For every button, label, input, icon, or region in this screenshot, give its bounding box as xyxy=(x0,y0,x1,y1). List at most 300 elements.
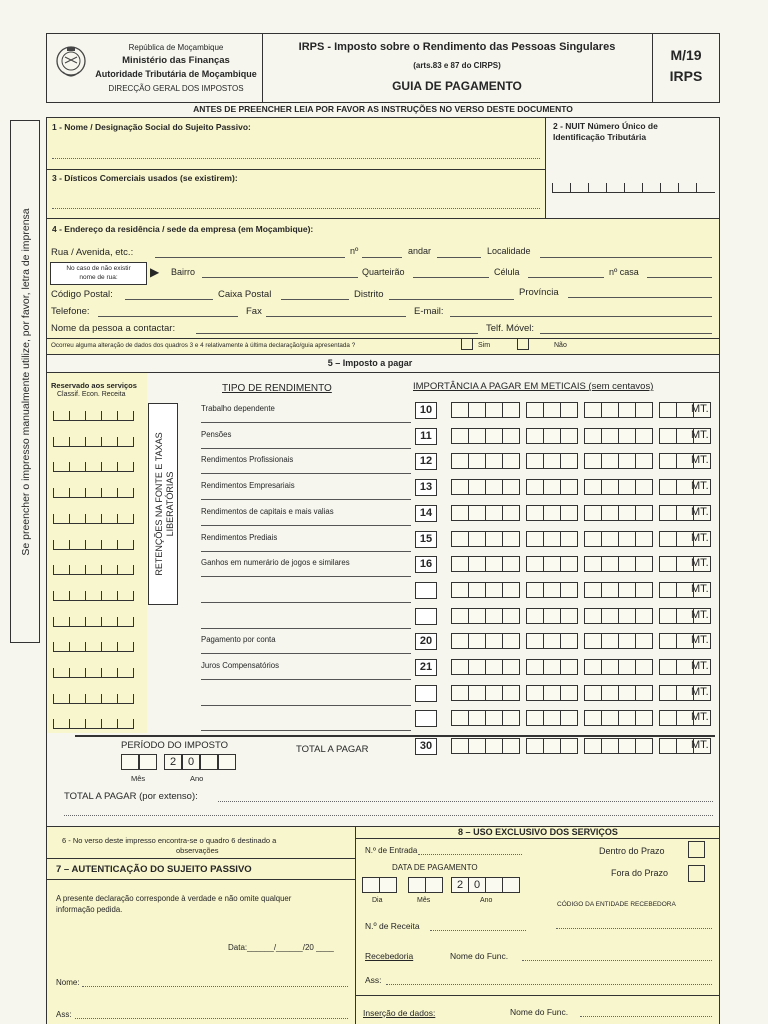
amount-digit-cell[interactable] xyxy=(560,428,578,444)
total-digit-cell[interactable] xyxy=(502,738,520,754)
nuit-digit-cell[interactable] xyxy=(552,183,571,193)
amount-digit-cell[interactable] xyxy=(526,479,544,495)
amount-digit-cell[interactable] xyxy=(526,531,544,547)
amount-digit-cell[interactable] xyxy=(560,402,578,418)
amount-digit-cell[interactable] xyxy=(451,633,469,649)
amount-digit-cell[interactable] xyxy=(659,531,677,547)
amount-digit-cell[interactable] xyxy=(618,479,636,495)
celula-input[interactable] xyxy=(528,277,604,278)
amount-digit-cell[interactable] xyxy=(584,479,602,495)
amount-digit-cell[interactable] xyxy=(451,710,469,726)
classif-cell[interactable] xyxy=(101,437,118,447)
amount-digit-cell[interactable] xyxy=(451,608,469,624)
total-digit-cell[interactable] xyxy=(618,738,636,754)
classif-cell[interactable] xyxy=(53,694,70,704)
classif-cell[interactable] xyxy=(69,488,86,498)
amount-digit-cell[interactable] xyxy=(502,710,520,726)
amount-digit-cell[interactable] xyxy=(635,633,653,649)
amount-digit-cell[interactable] xyxy=(635,479,653,495)
classif-cell[interactable] xyxy=(69,642,86,652)
amount-digit-cell[interactable] xyxy=(584,556,602,572)
pay-date-cell[interactable] xyxy=(502,877,520,893)
amount-digit-cell[interactable] xyxy=(526,608,544,624)
amount-digit-cell[interactable] xyxy=(526,710,544,726)
classif-cell[interactable] xyxy=(101,540,118,550)
classif-cell[interactable] xyxy=(85,668,102,678)
amount-digit-cell[interactable] xyxy=(659,659,677,675)
total-digit-cell[interactable] xyxy=(451,738,469,754)
classif-cell[interactable] xyxy=(69,565,86,575)
amount-digit-cell[interactable] xyxy=(468,633,486,649)
amount-digit-cell[interactable] xyxy=(618,659,636,675)
telefone-label: Telefone: xyxy=(51,306,90,317)
periodo-mes-cell[interactable] xyxy=(139,754,157,770)
amount-digit-cell[interactable] xyxy=(526,402,544,418)
amount-digit-cell[interactable] xyxy=(635,505,653,521)
amount-digit-cell[interactable] xyxy=(584,453,602,469)
income-code-box: 15 xyxy=(415,531,437,548)
amount-digit-cell[interactable] xyxy=(526,428,544,444)
amount-digit-cell[interactable] xyxy=(485,582,503,598)
amount-digit-cell[interactable] xyxy=(618,531,636,547)
classif-cell[interactable] xyxy=(85,642,102,652)
amount-digit-cell[interactable] xyxy=(584,428,602,444)
sim-checkbox[interactable] xyxy=(461,338,473,350)
amount-digit-cell[interactable] xyxy=(543,402,561,418)
amount-digit-cell[interactable] xyxy=(502,608,520,624)
amount-digit-cell[interactable] xyxy=(502,531,520,547)
amount-digit-cell[interactable] xyxy=(601,428,619,444)
amount-digit-cell[interactable] xyxy=(635,402,653,418)
pay-date-cell[interactable] xyxy=(362,877,380,893)
provincia-input[interactable] xyxy=(568,297,712,298)
amount-digit-cell[interactable] xyxy=(485,402,503,418)
amount-digit-cell[interactable] xyxy=(451,531,469,547)
classif-cell[interactable] xyxy=(85,462,102,472)
amount-digit-cell[interactable] xyxy=(618,608,636,624)
andar-input[interactable] xyxy=(437,257,481,258)
nuit-digit-cell[interactable] xyxy=(588,183,607,193)
amount-digit-cell[interactable] xyxy=(543,608,561,624)
nuit-digit-cell[interactable] xyxy=(696,183,715,193)
classif-cell[interactable] xyxy=(117,668,134,678)
classif-cell[interactable] xyxy=(101,694,118,704)
classif-cell[interactable] xyxy=(117,591,134,601)
classif-cell[interactable] xyxy=(101,565,118,575)
classif-cell[interactable] xyxy=(101,411,118,421)
pay-date-cell[interactable] xyxy=(485,877,503,893)
classif-cell[interactable] xyxy=(85,437,102,447)
classif-cell[interactable] xyxy=(85,488,102,498)
amount-digit-cell[interactable] xyxy=(584,582,602,598)
amount-digit-cell[interactable] xyxy=(601,633,619,649)
classif-cell[interactable] xyxy=(85,514,102,524)
amount-digit-cell[interactable] xyxy=(468,505,486,521)
amount-digit-cell[interactable] xyxy=(502,556,520,572)
amount-digit-cell[interactable] xyxy=(468,479,486,495)
classif-cell[interactable] xyxy=(117,694,134,704)
nuit-digit-cell[interactable] xyxy=(606,183,625,193)
classif-cell[interactable] xyxy=(101,642,118,652)
amount-digit-cell[interactable] xyxy=(659,608,677,624)
amount-digit-cell[interactable] xyxy=(502,633,520,649)
amount-digit-cell[interactable] xyxy=(468,453,486,469)
codigo-entidade-input[interactable] xyxy=(556,928,712,929)
amount-digit-cell[interactable] xyxy=(485,685,503,701)
amount-digit-cell[interactable] xyxy=(635,710,653,726)
amount-digit-cell[interactable] xyxy=(584,505,602,521)
nuit-digit-cell[interactable] xyxy=(642,183,661,193)
amount-digit-cell[interactable] xyxy=(601,685,619,701)
amount-digit-cell[interactable] xyxy=(601,505,619,521)
classif-cell[interactable] xyxy=(53,540,70,550)
contacto-input[interactable] xyxy=(196,333,478,334)
classif-cell[interactable] xyxy=(117,565,134,575)
classif-cell[interactable] xyxy=(117,514,134,524)
amount-digit-cell[interactable] xyxy=(526,582,544,598)
amount-digit-cell[interactable] xyxy=(451,428,469,444)
amount-digit-cell[interactable] xyxy=(618,582,636,598)
periodo-ano-cell[interactable] xyxy=(218,754,236,770)
amount-digit-cell[interactable] xyxy=(659,633,677,649)
entrada-input[interactable] xyxy=(418,854,522,855)
amount-digit-cell[interactable] xyxy=(635,531,653,547)
distrito-label: Distrito xyxy=(354,289,384,300)
total-digit-cell[interactable] xyxy=(635,738,653,754)
income-code-box xyxy=(415,685,437,702)
classif-cell-end xyxy=(133,565,134,575)
amount-digit-cell[interactable] xyxy=(502,453,520,469)
amount-digit-cell[interactable] xyxy=(502,685,520,701)
amount-digit-cell[interactable] xyxy=(468,582,486,598)
amount-digit-cell[interactable] xyxy=(618,428,636,444)
amount-digit-cell[interactable] xyxy=(601,582,619,598)
classif-cell[interactable] xyxy=(85,617,102,627)
amount-digit-cell[interactable] xyxy=(601,531,619,547)
amount-digit-cell[interactable] xyxy=(560,659,578,675)
numero-input[interactable] xyxy=(362,257,402,258)
amount-digit-cell[interactable] xyxy=(451,479,469,495)
amount-digit-cell[interactable] xyxy=(659,402,677,418)
amount-digit-cell[interactable] xyxy=(635,685,653,701)
codigo-postal-input[interactable] xyxy=(125,299,213,300)
nome-func-label: Nome do Func. xyxy=(450,951,509,961)
section-7-nome-input[interactable] xyxy=(82,986,348,987)
amount-digit-cell[interactable] xyxy=(659,479,677,495)
amount-digit-cell[interactable] xyxy=(485,453,503,469)
amount-digit-cell[interactable] xyxy=(560,479,578,495)
amount-digit-cell[interactable] xyxy=(468,402,486,418)
amount-digit-cell[interactable] xyxy=(618,402,636,418)
amount-digit-cell[interactable] xyxy=(485,531,503,547)
rua-input[interactable] xyxy=(155,257,345,258)
amount-digit-cell[interactable] xyxy=(468,531,486,547)
classif-cell[interactable] xyxy=(69,617,86,627)
classif-cell[interactable] xyxy=(117,462,134,472)
amount-digit-cell[interactable] xyxy=(584,608,602,624)
total-digit-cell[interactable] xyxy=(468,738,486,754)
amount-digit-cell[interactable] xyxy=(601,608,619,624)
total-digit-cell[interactable] xyxy=(584,738,602,754)
classif-cell[interactable] xyxy=(117,540,134,550)
amount-digit-cell[interactable] xyxy=(601,659,619,675)
receita-input[interactable] xyxy=(430,930,526,931)
amount-digit-cell[interactable] xyxy=(543,479,561,495)
amount-digit-cell[interactable] xyxy=(584,659,602,675)
amount-digit-cell[interactable] xyxy=(543,633,561,649)
amount-digit-cell[interactable] xyxy=(560,633,578,649)
periodo-ano-cell[interactable]: 2 xyxy=(164,754,182,770)
total-digit-cell[interactable] xyxy=(601,738,619,754)
amount-digit-cell[interactable] xyxy=(560,608,578,624)
income-type-label: Rendimentos Profissionais xyxy=(201,455,294,465)
amount-digit-cell[interactable] xyxy=(659,710,677,726)
classif-cell[interactable] xyxy=(69,540,86,550)
amount-digit-cell[interactable] xyxy=(485,633,503,649)
nuit-digit-cell[interactable] xyxy=(570,183,589,193)
amount-digit-cell[interactable] xyxy=(526,505,544,521)
pay-date-cell[interactable] xyxy=(379,877,397,893)
amount-digit-cell[interactable] xyxy=(635,556,653,572)
email-input[interactable] xyxy=(450,316,712,317)
section-7-ass-input[interactable] xyxy=(75,1018,348,1019)
pay-date-cell[interactable] xyxy=(408,877,426,893)
amount-digit-cell[interactable] xyxy=(468,710,486,726)
nuit-digit-cell[interactable] xyxy=(624,183,643,193)
amount-digit-cell[interactable] xyxy=(659,428,677,444)
classif-cell[interactable] xyxy=(53,437,70,447)
amount-digit-cell[interactable] xyxy=(618,710,636,726)
classif-cell[interactable] xyxy=(101,488,118,498)
classif-cell[interactable] xyxy=(85,540,102,550)
total-extenso-input[interactable] xyxy=(218,801,713,802)
amount-digit-cell[interactable] xyxy=(502,428,520,444)
amount-digit-cell[interactable] xyxy=(543,556,561,572)
classif-cell[interactable] xyxy=(69,719,86,729)
amount-digit-cell[interactable] xyxy=(526,556,544,572)
movel-input[interactable] xyxy=(540,333,712,334)
amount-digit-cell[interactable] xyxy=(451,685,469,701)
total-digit-cell[interactable] xyxy=(659,738,677,754)
classif-cell[interactable] xyxy=(53,411,70,421)
classif-cell[interactable] xyxy=(117,437,134,447)
amount-digit-cell[interactable] xyxy=(635,659,653,675)
classif-cell[interactable] xyxy=(117,411,134,421)
periodo-ano-cell[interactable]: 0 xyxy=(182,754,200,770)
quarteirao-input[interactable] xyxy=(413,277,489,278)
classif-cell[interactable] xyxy=(101,719,118,729)
classif-cell[interactable] xyxy=(53,591,70,601)
total-digit-cell[interactable] xyxy=(560,738,578,754)
casa-input[interactable] xyxy=(647,277,712,278)
classif-cell[interactable] xyxy=(117,642,134,652)
amount-digit-cell[interactable] xyxy=(543,505,561,521)
dentro-prazo-checkbox[interactable] xyxy=(688,841,705,858)
amount-digit-cell[interactable] xyxy=(526,633,544,649)
section-7-date[interactable]: Data:______/______/20 ____ xyxy=(228,943,334,952)
amount-digit-cell[interactable] xyxy=(451,505,469,521)
classif-cell[interactable] xyxy=(69,462,86,472)
amount-digit-cell[interactable] xyxy=(485,608,503,624)
amount-digit-cell[interactable] xyxy=(635,582,653,598)
amount-digit-cell[interactable] xyxy=(618,505,636,521)
amount-digit-cell[interactable] xyxy=(485,710,503,726)
amount-digit-cell[interactable] xyxy=(560,531,578,547)
amount-digit-cell[interactable] xyxy=(635,608,653,624)
authority-name: Autoridade Tributária de Moçambique xyxy=(95,69,257,79)
amount-digit-cell[interactable] xyxy=(468,608,486,624)
classif-cell[interactable] xyxy=(85,411,102,421)
income-code-box: 20 xyxy=(415,633,437,650)
classif-cell[interactable] xyxy=(69,514,86,524)
insercao-nome-func-input[interactable] xyxy=(580,1016,712,1017)
amount-digit-cell[interactable] xyxy=(601,479,619,495)
amount-digit-cell[interactable] xyxy=(468,556,486,572)
amount-digit-cell[interactable] xyxy=(601,710,619,726)
classif-cell[interactable] xyxy=(101,617,118,627)
classif-cell[interactable] xyxy=(53,617,70,627)
amount-digit-cell[interactable] xyxy=(485,428,503,444)
amount-digit-cell[interactable] xyxy=(451,659,469,675)
amount-digit-cell[interactable] xyxy=(618,685,636,701)
amount-digit-cell[interactable] xyxy=(526,659,544,675)
amount-digit-cell[interactable] xyxy=(560,556,578,572)
amount-digit-cell[interactable] xyxy=(502,479,520,495)
amount-digit-cell[interactable] xyxy=(584,685,602,701)
total-digit-cell[interactable] xyxy=(485,738,503,754)
amount-digit-cell[interactable] xyxy=(543,659,561,675)
pay-date-cell[interactable]: 0 xyxy=(468,877,486,893)
amount-digit-cell[interactable] xyxy=(635,453,653,469)
amount-digit-cell[interactable] xyxy=(560,582,578,598)
amount-digit-cell[interactable] xyxy=(584,710,602,726)
amount-digit-cell[interactable] xyxy=(485,479,503,495)
classif-cell-end xyxy=(133,591,134,601)
telefone-input[interactable] xyxy=(98,316,238,317)
total-digit-cell[interactable] xyxy=(543,738,561,754)
classif-cell[interactable] xyxy=(69,668,86,678)
amount-digit-cell[interactable] xyxy=(451,582,469,598)
amount-digit-cell[interactable] xyxy=(502,582,520,598)
amount-digit-cell[interactable] xyxy=(659,582,677,598)
fax-input[interactable] xyxy=(266,316,406,317)
currency-label: MT. xyxy=(691,634,709,647)
classif-cell[interactable] xyxy=(53,514,70,524)
section-3 xyxy=(47,170,545,218)
amount-digit-cell[interactable] xyxy=(468,428,486,444)
classif-cell[interactable] xyxy=(53,462,70,472)
total-digit-cell[interactable] xyxy=(526,738,544,754)
classif-cell[interactable] xyxy=(101,591,118,601)
caixa-postal-input[interactable] xyxy=(281,299,349,300)
classif-cell[interactable] xyxy=(53,488,70,498)
nome-func-input[interactable] xyxy=(522,960,712,961)
nao-checkbox[interactable] xyxy=(517,338,529,350)
pay-date-cell[interactable] xyxy=(425,877,443,893)
amount-digit-cell[interactable] xyxy=(659,453,677,469)
localidade-input[interactable] xyxy=(540,257,712,258)
amount-digit-cell[interactable] xyxy=(543,710,561,726)
amount-digit-cell[interactable] xyxy=(584,531,602,547)
amount-digit-cell[interactable] xyxy=(468,685,486,701)
amount-digit-cell[interactable] xyxy=(468,659,486,675)
amount-digit-cell[interactable] xyxy=(618,453,636,469)
periodo-ano-cell[interactable] xyxy=(200,754,218,770)
classif-cell[interactable] xyxy=(69,411,86,421)
amount-digit-cell[interactable] xyxy=(451,556,469,572)
amount-digit-cell[interactable] xyxy=(543,428,561,444)
amount-digit-cell[interactable] xyxy=(618,556,636,572)
amount-digit-cell[interactable] xyxy=(451,402,469,418)
amount-digit-cell[interactable] xyxy=(601,556,619,572)
classif-cell[interactable] xyxy=(101,668,118,678)
classif-cell[interactable] xyxy=(85,719,102,729)
amount-digit-cell[interactable] xyxy=(635,428,653,444)
classif-cell[interactable] xyxy=(53,668,70,678)
recebedoria-ass-input[interactable] xyxy=(386,984,712,985)
amount-digit-cell[interactable] xyxy=(502,402,520,418)
amount-digit-cell[interactable] xyxy=(584,402,602,418)
amount-digit-cell[interactable] xyxy=(526,453,544,469)
amount-digit-cell[interactable] xyxy=(560,685,578,701)
amount-digit-cell[interactable] xyxy=(485,556,503,572)
classif-cell[interactable] xyxy=(101,514,118,524)
amount-digit-cell[interactable] xyxy=(601,402,619,418)
amount-digit-cell[interactable] xyxy=(560,453,578,469)
amount-digit-cell[interactable] xyxy=(451,453,469,469)
classif-cell[interactable] xyxy=(53,719,70,729)
fora-prazo-label: Fora do Prazo xyxy=(611,868,669,878)
bairro-input[interactable] xyxy=(202,277,358,278)
amount-digit-cell[interactable] xyxy=(485,505,503,521)
classif-cell[interactable] xyxy=(69,591,86,601)
fora-prazo-checkbox[interactable] xyxy=(688,865,705,882)
classif-cell[interactable] xyxy=(69,437,86,447)
amount-digit-cell[interactable] xyxy=(659,685,677,701)
amount-digit-cell[interactable] xyxy=(485,659,503,675)
classif-cell[interactable] xyxy=(101,462,118,472)
amount-digit-cell[interactable] xyxy=(543,531,561,547)
classif-cell[interactable] xyxy=(85,591,102,601)
distrito-input[interactable] xyxy=(389,299,514,300)
classif-cell[interactable] xyxy=(117,617,134,627)
amount-digit-cell[interactable] xyxy=(560,505,578,521)
classif-cell[interactable] xyxy=(53,565,70,575)
classif-cell[interactable] xyxy=(53,642,70,652)
amount-digit-cell[interactable] xyxy=(659,556,677,572)
classif-cell[interactable] xyxy=(85,565,102,575)
classif-cell[interactable] xyxy=(117,719,134,729)
classif-cell[interactable] xyxy=(117,488,134,498)
classif-cell[interactable] xyxy=(85,694,102,704)
amount-digit-cell[interactable] xyxy=(601,453,619,469)
amount-digit-cell[interactable] xyxy=(502,659,520,675)
amount-digit-cell[interactable] xyxy=(584,633,602,649)
amount-digit-cell[interactable] xyxy=(502,505,520,521)
amount-digit-cell[interactable] xyxy=(543,453,561,469)
periodo-mes-cell[interactable] xyxy=(121,754,139,770)
amount-digit-cell[interactable] xyxy=(526,685,544,701)
nuit-digit-cell[interactable] xyxy=(678,183,697,193)
amount-digit-cell[interactable] xyxy=(618,633,636,649)
amount-digit-cell[interactable] xyxy=(659,505,677,521)
amount-digit-cell[interactable] xyxy=(543,685,561,701)
classif-cell[interactable] xyxy=(69,694,86,704)
amount-digit-cell[interactable] xyxy=(560,710,578,726)
nuit-digit-cell[interactable] xyxy=(660,183,679,193)
amount-digit-cell[interactable] xyxy=(543,582,561,598)
pay-date-cell[interactable]: 2 xyxy=(451,877,469,893)
